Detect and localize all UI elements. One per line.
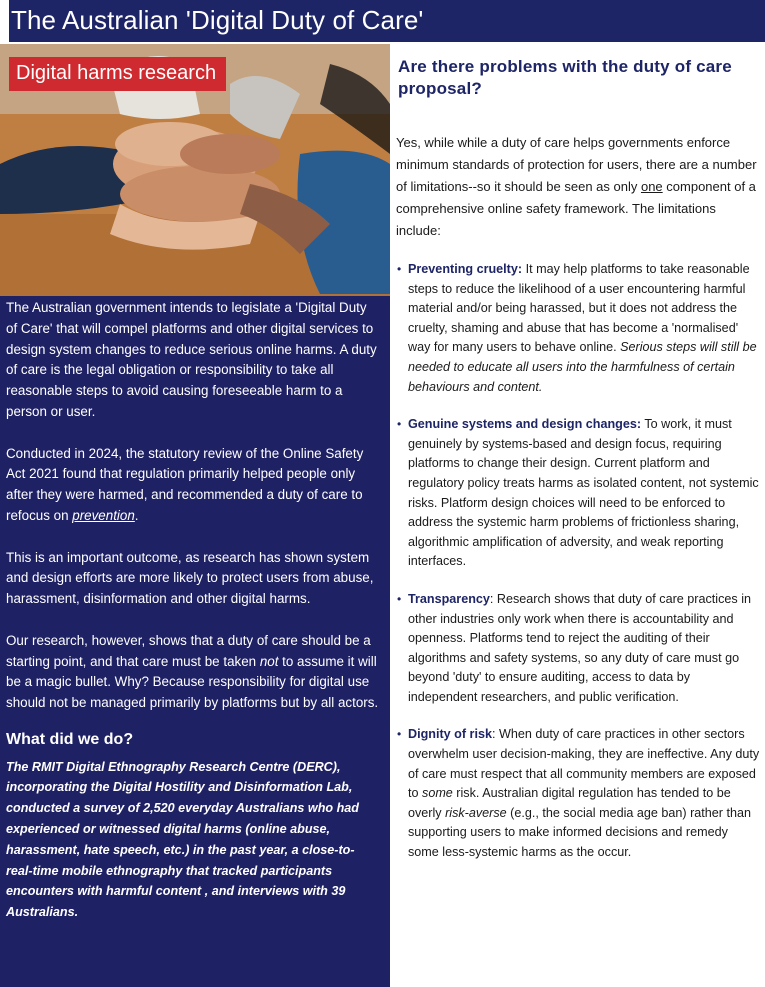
list-item [396, 260, 760, 397]
item-text: (e.g., the social media age ban) rather than supporting users to make informed decisions and remedy some less-systemic harms as the occur. [408, 805, 752, 860]
list-item [396, 590, 760, 708]
right-column [390, 44, 765, 987]
item-text: risk. Australian digital regulation has tended to be overly [408, 786, 731, 820]
item-title: Genuine systems and design changes: [408, 417, 642, 432]
limitations-list [396, 260, 760, 881]
one-emphasis: one [640, 179, 663, 194]
review-text: Conducted in 2024, the statutory review of the Online Safety Act 2021 found that regulation primarily helped people only after they were harmed, and recommended a duty of care to refocus on [6, 445, 364, 523]
section-badge [9, 57, 226, 91]
bullet-icon: • [397, 417, 402, 432]
research-end: to assume it will be a magic bullet. Why? Because responsibility for digital use should not be managed primarily by platforms but by all actors. [6, 653, 379, 711]
answer-text: Yes, while while a duty of care helps governments enforce minimum standards of protection for users, there are a number of limitations--so it should be seen as only [396, 135, 757, 194]
prevention-emphasis: prevention [72, 507, 135, 523]
item-text: : Research shows that duty of care practices in other industries only work when there is accountability and openness. Platforms tend to reject the auditing of their algorithms and safety systems, so any duty of care must go beyond 'duty' to ensure auditing, access to data by independent researchers, and public verification. [408, 591, 751, 704]
list-item [396, 725, 760, 862]
item-title: Dignity of risk [408, 727, 492, 742]
bullet-icon: • [397, 727, 402, 742]
intro-paragraph: The Australian government intends to legislate a 'Digital Duty of Care' that will compel platforms and other digital services to design system changes to reduce serious online harms. A duty of care is the legal obligation or responsibility to take all reasonable steps to avoid causing foreseeable harm to a person or user. [6, 300, 377, 419]
bullet-icon: • [397, 262, 402, 276]
review-paragraph [6, 444, 380, 527]
page-title: The Australian 'Digital Duty of Care' [11, 5, 424, 35]
item-italic: some [422, 786, 453, 801]
item-italic: Serious steps will still be needed to educate all users into the harmfulness of certain behaviours and content. [408, 340, 757, 394]
item-title: Preventing cruelty: [408, 262, 523, 276]
bullet-icon: • [397, 591, 402, 606]
outcome-paragraph: This is an important outcome, as research has shown system and design efforts are more likely to protect users from abuse, harassment, disinformation and other digital harms. [6, 549, 374, 607]
not-emphasis: not [259, 653, 279, 669]
research-text: Our research, however, shows that a duty of care should be a starting point, and that care must be taken [6, 632, 371, 669]
item-italic: risk-averse [445, 805, 507, 820]
item-title: Transparency [408, 591, 490, 606]
research-paragraph [6, 631, 380, 714]
item-text: To work, it must genuinely by systems-based and design focus, requiring platforms to change their design. Current platform and regulatory policy treats harms as isolated content, not systemic risks. Platform design choices will need to be enforced to address the systemic harm problems of frictionless sharing, algorithmic amplification of adversity, and weak reporting interfaces. [408, 417, 759, 569]
question-heading: Are there problems with the duty of care proposal? [398, 57, 732, 98]
badge-label: Digital harms research [16, 62, 217, 84]
left-column [0, 296, 390, 987]
review-end: . [134, 507, 139, 523]
what-did-we-do-heading: What did we do? [6, 730, 134, 748]
answer-intro [396, 132, 760, 242]
item-text: It may help platforms to take reasonable steps to reduce the likelihood of a user encountering harmful material and/or being harassed, but it does not address the cruelty, shaming and abuse that has become a 'normalised' way for many users to behave online. [408, 262, 750, 355]
answer-end: component of a comprehensive online safety framework. The limitations include: [396, 179, 756, 238]
item-text: : When duty of care practices in other sectors overwhelm user decision-making, they are ineffective. Any duty of care must respect that all community members are exposed to [408, 727, 760, 801]
page-header [9, 0, 765, 42]
list-item [396, 415, 760, 572]
method-paragraph: The RMIT Digital Ethnography Research Centre (DERC), incorporating the Digital Hostility and Disinformation Lab, conducted a survey of 2,520 everyday Australians who had experienced or witnessed digital harms (online abuse, harassment, hate speech, etc.) in the past year, a close-to-real-time mobile ethnography that tracked participants encounters with harmful content , and interviews with 39 Australians. [6, 759, 359, 920]
